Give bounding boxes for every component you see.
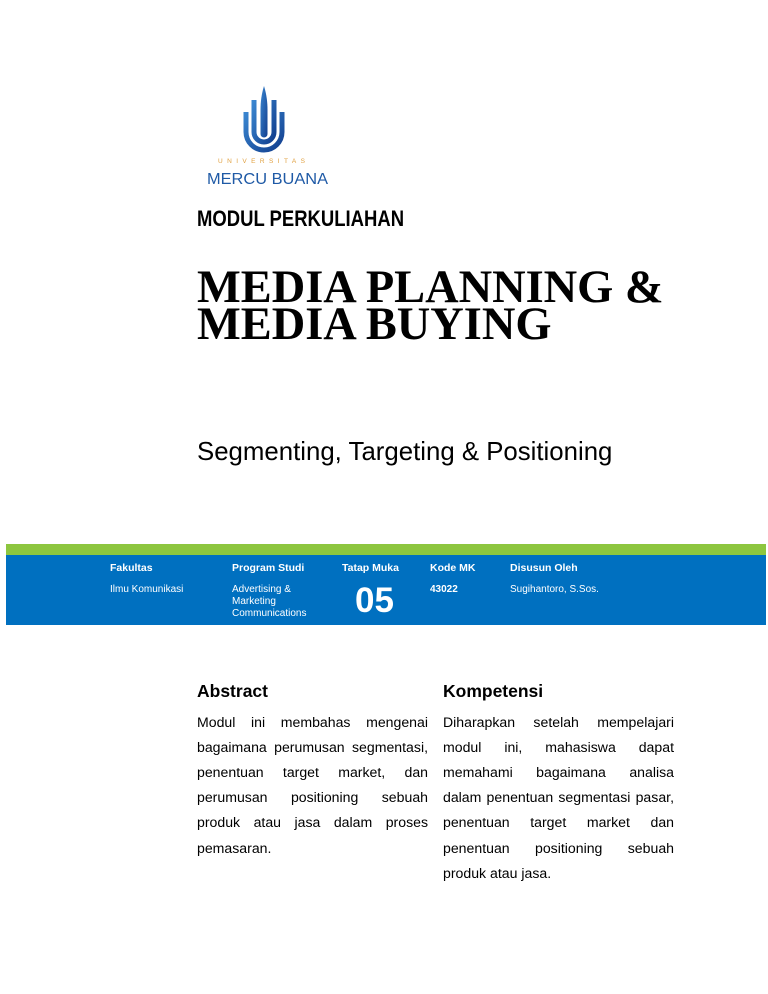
- study-program-value: Advertising & Marketing Communications: [232, 583, 307, 619]
- module-subtitle: Segmenting, Targeting & Positioning: [197, 438, 613, 466]
- university-logo: [198, 82, 338, 194]
- module-label: MODUL PERKULIAHAN: [197, 206, 405, 231]
- author-label: Disusun Oleh: [510, 562, 578, 574]
- session-number: 05: [355, 581, 394, 620]
- competency-heading: Kompetensi: [443, 681, 544, 701]
- author-value: Sugihantoro, S.Sos.: [510, 583, 599, 595]
- info-band: [6, 555, 766, 625]
- logo-name-text: MERCU BUANA: [207, 171, 329, 188]
- faculty-value: Ilmu Komunikasi: [110, 583, 184, 595]
- faculty-label: Fakultas: [110, 562, 153, 574]
- competency-section: [443, 680, 674, 886]
- course-code-label: Kode MK: [430, 562, 476, 574]
- course-code-value: 43022: [430, 583, 458, 595]
- session-label: Tatap Muka: [342, 562, 399, 574]
- abstract-text: Modul ini membahas mengenai bagaimana perumusan segmentasi, penentuan target market, dan perumusan positioning sebuah produk atau jasa dalam proses pemasaran.: [197, 713, 428, 856]
- logo-universitas-text: UNIVERSITAS: [218, 158, 305, 165]
- green-stripe: [6, 544, 766, 555]
- course-title: MEDIA PLANNING & MEDIA BUYING: [197, 262, 664, 350]
- study-program-label: Program Studi: [232, 562, 305, 574]
- abstract-heading: Abstract: [197, 681, 268, 701]
- abstract-section: [197, 680, 428, 861]
- competency-text: Diharapkan setelah mempelajari modul ini, mahasiswa dapat memahami bagaimana analisa dalam penentuan segmentasi pasar, penentuan target market dan penentuan positioning sebuah produk atau jasa.: [443, 713, 674, 881]
- logo-emblem-icon: [246, 86, 282, 150]
